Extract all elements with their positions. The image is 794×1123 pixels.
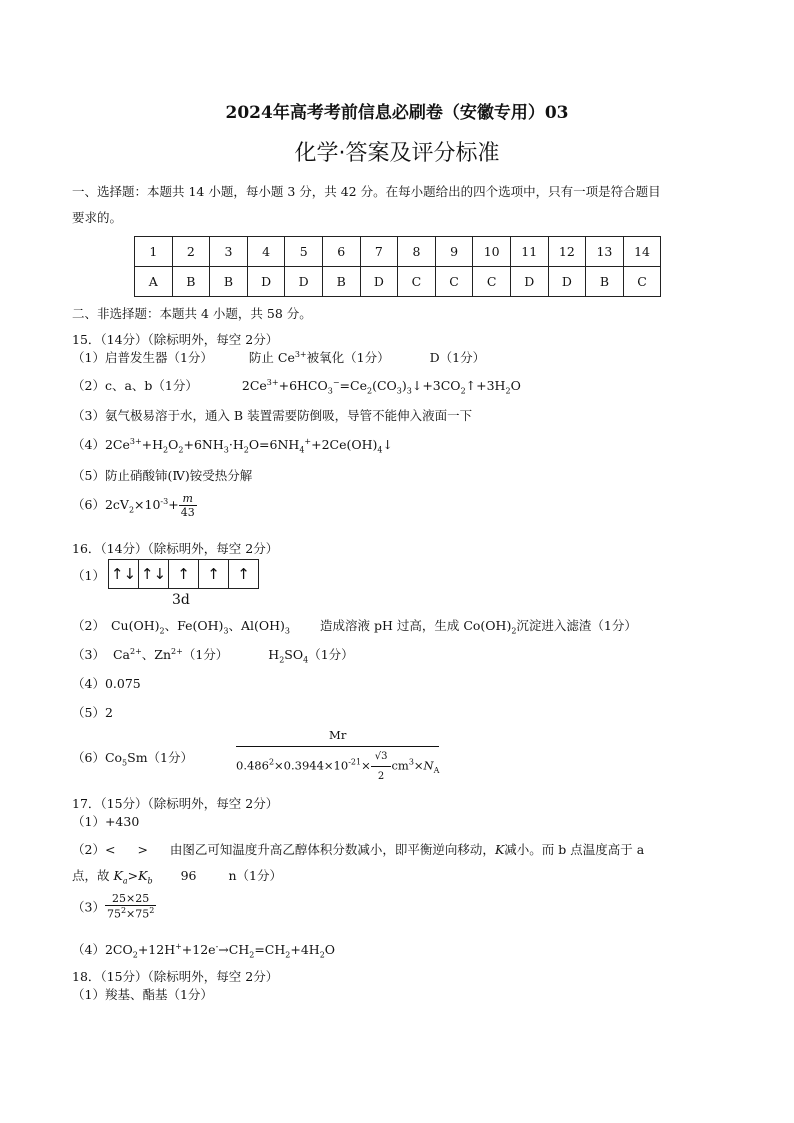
- answer-cell: D: [247, 267, 285, 297]
- q16-answer-4: （4）0.075: [72, 676, 141, 691]
- q15-answer-1: （1）启普发生器（1分） 防止 $Ce^{3+}$被氧化（1分） D（1分）: [72, 349, 486, 365]
- answer-cell: D: [510, 267, 548, 297]
- question-number: 3: [210, 237, 248, 267]
- answer-cell: D: [548, 267, 586, 297]
- question-number: 12: [548, 237, 586, 267]
- page-title: 2024年高考考前信息必刷卷（安徽专用）03: [225, 103, 569, 123]
- question-number: 1: [135, 237, 173, 267]
- q16-answer-6: $(6)Co_5Sm(1$分）: [72, 750, 194, 768]
- q16-answer-3: （3） $Ca^{2+}$、$Zn^{2+}(1$分） $H_2SO_4(1$分）: [72, 646, 354, 665]
- q16-header: 16．（14分）（除标明外，每空 2分）: [72, 541, 279, 556]
- orbital-diagram: [108, 559, 259, 589]
- question-number: 8: [398, 237, 436, 267]
- answer-cell: A: [135, 267, 173, 297]
- orbital-label: 3d: [172, 592, 190, 608]
- answer-cell: D: [285, 267, 323, 297]
- answer-table-numbers-row: [135, 237, 661, 267]
- orbital-box: ↑: [237, 565, 250, 583]
- question-number: 14: [623, 237, 661, 267]
- q15-answer-4: $(4)2Ce^{3+}+H_2O_2+6NH_3\cdot H_2O=6NH_4^++2Ce(OH)_4↓$: [72, 436, 393, 455]
- answer-cell: B: [586, 267, 624, 297]
- answer-table: [134, 236, 661, 297]
- q16-answer-5: （5）2: [72, 705, 113, 720]
- q18-answer-1: （1）羧基、酯基（1分）: [72, 987, 213, 1002]
- q15-answer-2: （2）c、a、b（1分） $2Ce^{3+}+6HCO_3^-=Ce_2(CO_3)_3↓+3CO_2↑+3H_2O$: [72, 377, 521, 396]
- answer-cell: C: [473, 267, 511, 297]
- q15-header: 15．（14分）（除标明外，每空 2分）: [72, 332, 279, 347]
- q17-answer-2-cont: 点，故 $K_a>K_b$ 96 n（1分）: [72, 868, 282, 886]
- q15-answer-3: （3）氨气极易溶于水，通入 B 装置需要防倒吸，导管不能伸入液面一下: [72, 408, 473, 423]
- q18-header: 18．（15分）（除标明外，每空 2分）: [72, 969, 279, 984]
- question-number: 5: [285, 237, 323, 267]
- section1-heading: 一、选择题：本题共 14 小题，每小题 3 分，共 42 分。在每小题给出的四个选项中，只有一项是符合题目: [72, 184, 661, 199]
- question-number: 11: [510, 237, 548, 267]
- q17-answer-2: （2）< > 由图乙可知温度升高乙醇体积分数减小，即平衡逆向移动，K减小。而 b 点温度高于 a: [72, 842, 645, 857]
- q17-header: 17．（15分）（除标明外，每空 2分）: [72, 796, 279, 811]
- question-number: 6: [322, 237, 360, 267]
- q17-answer-4: $(4)2CO_2+12H^++12e^-\to CH_2=CH_2+4H_2O$: [72, 941, 336, 960]
- answer-cell: C: [398, 267, 436, 297]
- density-fraction: Mr $0.486^2\times 0.3944\times 10^{-21}\times$ $\frac{√3}{2}$ $cm^3\times N_A$: [236, 728, 440, 782]
- section1-heading-cont: 要求的。: [72, 210, 123, 225]
- q16-answer-2: （2） $Cu(OH)_2$、$Fe(OH)_3$、$Al(OH)_3$ 造成溶液 pH 过高，生成 $Co(OH)_2$沉淀进入滤渣（1分）: [72, 618, 637, 636]
- q15-answer-5: （5）防止硝酸铈(Ⅳ)铵受热分解: [72, 468, 253, 483]
- answer-cell: B: [210, 267, 248, 297]
- q15-answer-6: $(6)2cV_2\times 10^{-3}+$ $\frac{m}{43}$: [72, 492, 195, 519]
- q17-answer-1: （1）+430: [72, 814, 140, 829]
- section2-heading: 二、非选择题：本题共 4 小题，共 58 分。: [72, 306, 312, 321]
- answer-table-answers-row: [135, 267, 661, 297]
- question-number: 4: [247, 237, 285, 267]
- orbital-box: ↑↓: [139, 560, 169, 588]
- q17-answer-3: （3） $\frac{25\times 25}{75^2\times 75^2}$: [72, 892, 155, 921]
- question-number: 13: [586, 237, 624, 267]
- question-number: 7: [360, 237, 398, 267]
- answer-cell: D: [360, 267, 398, 297]
- orbital-box: ↑: [199, 560, 229, 588]
- answer-cell: B: [172, 267, 210, 297]
- question-number: 9: [435, 237, 473, 267]
- orbital-box: ↑↓: [109, 560, 139, 588]
- question-number: 2: [172, 237, 210, 267]
- q16-answer-1-label: （1）: [72, 568, 105, 583]
- answer-cell: B: [322, 267, 360, 297]
- question-number: 10: [473, 237, 511, 267]
- orbital-box: ↑: [169, 560, 199, 588]
- fraction: $\frac{25\times 25}{75^2\times 75^2}$: [106, 892, 155, 921]
- page-subtitle: 化学·答案及评分标准: [294, 141, 500, 166]
- answer-cell: C: [623, 267, 661, 297]
- fraction: $\frac{m}{43}$: [180, 492, 195, 519]
- answer-cell: C: [435, 267, 473, 297]
